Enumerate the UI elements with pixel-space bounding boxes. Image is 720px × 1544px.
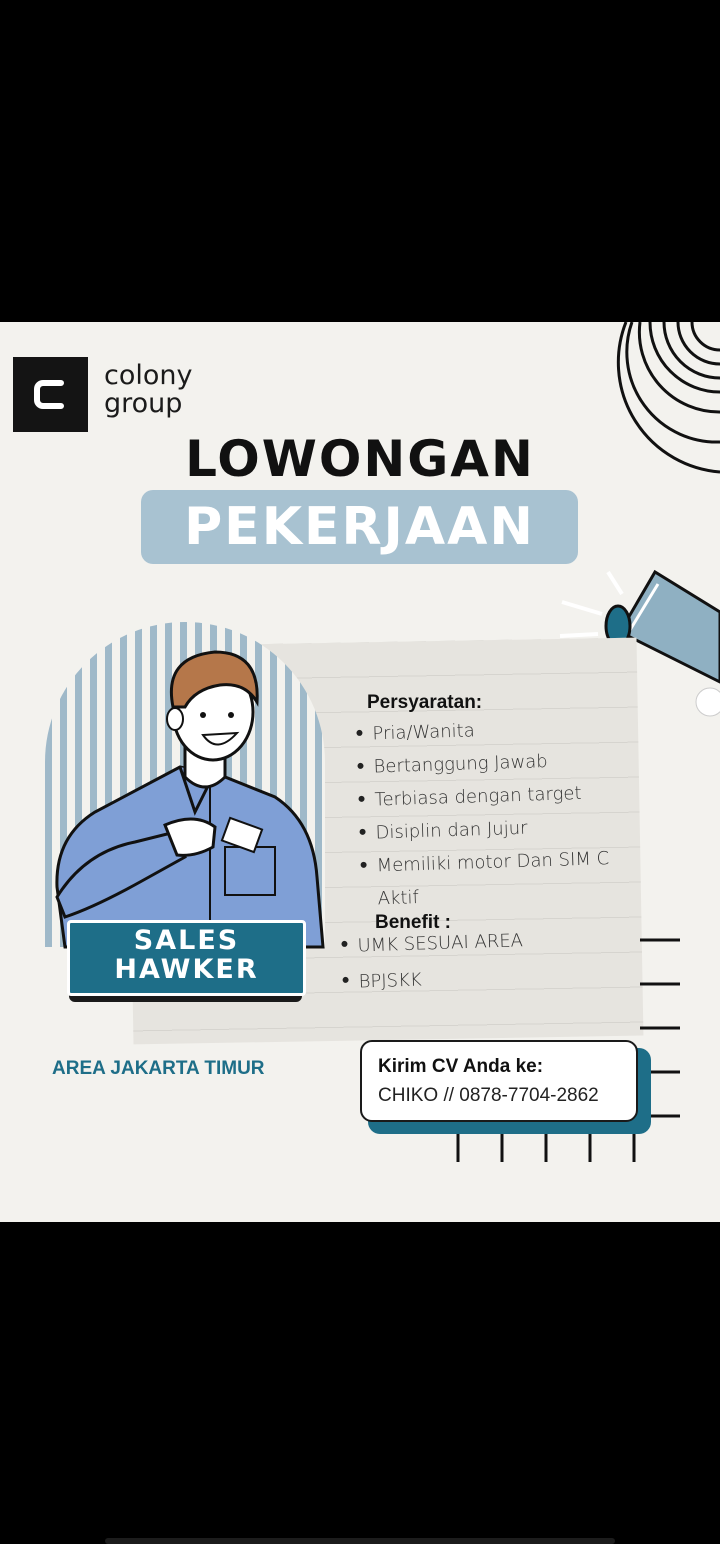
brand-name-line1: colony: [104, 360, 193, 391]
brand-name-line2: group: [104, 388, 183, 419]
brand-name: [104, 362, 192, 418]
benefits-list: [341, 921, 603, 1001]
list-item: Pria/Wanita: [356, 709, 647, 751]
contact-label: Kirim CV Anda ke:: [378, 1056, 544, 1077]
benefits-title: Benefit :: [375, 912, 451, 933]
contact-value: CHIKO // 0878-7704-2862: [378, 1085, 599, 1106]
list-item: Bertanggung Jawab: [357, 742, 648, 784]
home-indicator[interactable]: [105, 1538, 615, 1544]
list-item: UMK SESUAI AREA: [341, 921, 602, 965]
headline-line2: PEKERJAAN: [184, 497, 535, 557]
requirements-title: Persyaratan:: [367, 692, 483, 713]
person-illustration-icon: [45, 647, 330, 947]
job-poster: [0, 322, 720, 1222]
position-line1: SALES: [133, 925, 240, 956]
requirements-list: [356, 709, 652, 916]
list-item: BPJSKK: [342, 957, 603, 1001]
position-title: [67, 926, 306, 984]
brand-logo: [13, 357, 88, 432]
list-item: Memiliki motor Dan SIM C Aktif: [360, 841, 638, 916]
headline-line1: LOWONGAN: [185, 430, 535, 488]
colony-logo-icon: [13, 357, 88, 432]
area-label: AREA JAKARTA TIMUR: [52, 1058, 265, 1079]
list-item: Disiplin dan Jujur: [359, 808, 650, 850]
list-item: Terbiasa dengan target: [358, 775, 649, 817]
position-line2: HAWKER: [114, 954, 259, 985]
contact-box: [360, 1040, 638, 1122]
